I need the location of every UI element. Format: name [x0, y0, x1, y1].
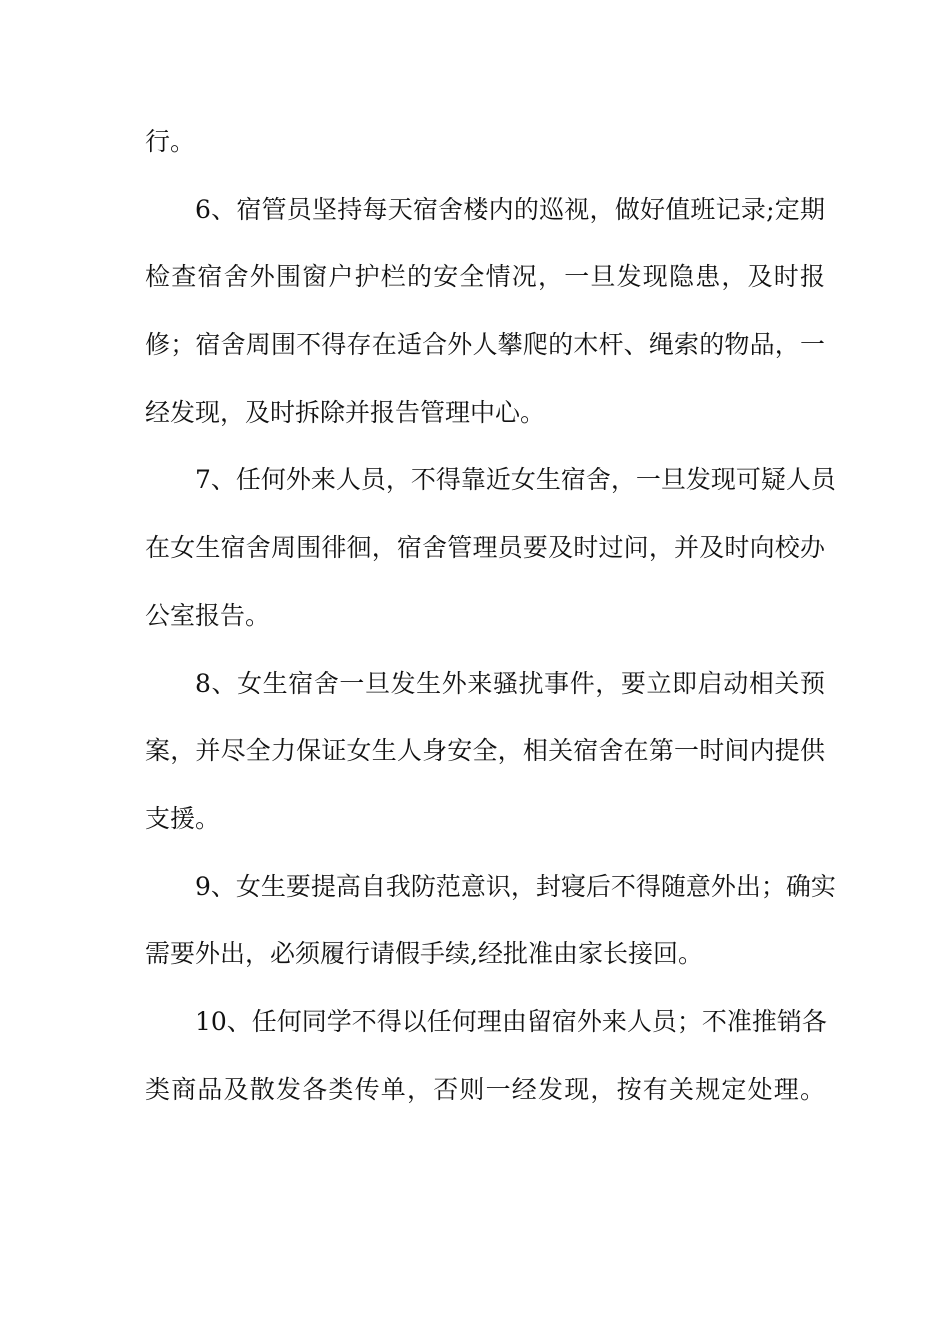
text-line: 经发现，及时拆除并报告管理中心。: [145, 398, 546, 427]
text-line: 10、任何同学不得以任何理由留宿外来人员；不准推销各: [195, 1007, 827, 1036]
text-line: 行。: [145, 127, 196, 156]
text-line: 支援。: [145, 804, 221, 833]
text-line: 9、女生要提高自我防范意识，封寝后不得随意外出；确实: [195, 872, 836, 901]
text-line: 需要外出，必须履行请假手续,经批准由家长接回。: [145, 939, 703, 968]
text-line: 7、任何外来人员，不得靠近女生宿舍，一旦发现可疑人员: [195, 465, 836, 494]
text-line: 在女生宿舍周围徘徊，宿舍管理员要及时过问，并及时向校办: [145, 533, 825, 562]
text-line: 案，并尽全力保证女生人身安全，相关宿舍在第一时间内提供: [145, 736, 825, 765]
text-line: 8、女生宿舍一旦发生外来骚扰事件，要立即启动相关预: [195, 669, 825, 698]
text-line: 修；宿舍周围不得存在适合外人攀爬的木杆、绳索的物品，一: [145, 330, 825, 359]
text-line: 检查宿舍外围窗户护栏的安全情况，一旦发现隐患，及时报: [145, 262, 825, 291]
text-line: 6、宿管员坚持每天宿舍楼内的巡视，做好值班记录;定期: [195, 195, 825, 224]
text-line: 类商品及散发各类传单，否则一经发现，按有关规定处理。: [145, 1075, 825, 1104]
text-line: 公室报告。: [145, 601, 271, 630]
